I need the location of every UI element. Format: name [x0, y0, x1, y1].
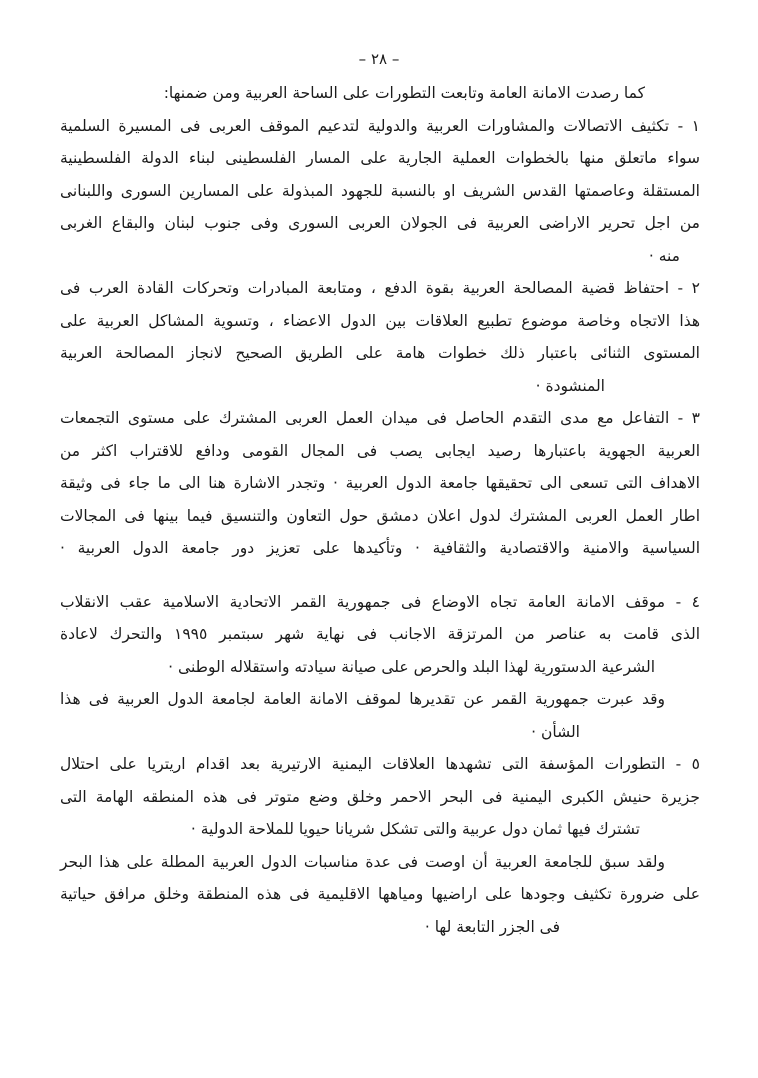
- item-2-final-fragment: المنشودة ·: [535, 376, 605, 395]
- item-5-line-3: تشترك فيها ثمان دول عربية والتى تشكل شريانا حيويا للملاحة الدولية ·: [190, 820, 640, 838]
- item-4-line-2: الذى قامت به عناصر من المرتزقة الاجانب فى نهاية شهر سبتمبر ١٩٩٥ والتحرك لاعادة: [60, 625, 700, 643]
- item-1-line-1: ١ - تكثيف الاتصالات والمشاورات العربية والدولية لتدعيم الموقف العربى فى المسيرة السلمية: [60, 116, 700, 135]
- item-3-line-4: اطار العمل العربى المشترك لدول اعلان دمشق حول التعاون والتنسيق فيما بينها فى المجالات: [60, 506, 700, 525]
- item-1-line-4: من اجل تحرير الاراضى العربية فى الجولان العربى السورى وفى جنوب لبنان والبقاع الغربى: [60, 214, 700, 232]
- item-5-para-2-line-2: على ضرورة تكثيف وجودها على اراضيها ومياهها الاقليمية فى هذه المنطقة وخلق مرافق حياتية: [60, 885, 700, 903]
- item-4-para-2-line-1: وقد عبرت جمهورية القمر عن تقديرها لموقف الامانة العامة لجامعة الدول العربية فى هذا: [60, 690, 665, 708]
- item-3-line-3: الاهداف التى تسعى الى تحقيقها جامعة الدول العربية · وتجدر الاشارة هنا الى ما جاء فى وثيقة: [60, 474, 700, 492]
- item-5-final-fragment: فى الجزر التابعة لها ·: [424, 917, 560, 936]
- page-number: – ٢٨ –: [358, 50, 400, 68]
- item-5-para-2-line-1: ولقد سبق للجامعة العربية أن اوصت فى عدة مناسبات الدول العربية المطلة على هذا البحر: [60, 852, 665, 871]
- document-body: [0, 77, 758, 943]
- item-3-line-2: العربية الجهوية باعتبارها رصيد ايجابى يصب فى المجال القومى ودافع للاقتراب اكثر من: [60, 441, 700, 460]
- item-4-line-1: ٤ - موقف الامانة العامة تجاه الاوضاع فى جمهورية القمر الاتحادية الاسلامية عقب الانقلاب: [60, 592, 700, 611]
- item-2-line-1: ٢ - احتفاظ قضية المصالحة العربية بقوة الدفع ، ومتابعة المبادرات وتحركات القادة العرب فى: [60, 279, 700, 297]
- item-3-line-5: السياسية والامنية والاقتصادية والثقافية · وتأكيدها على تعزيز دور جامعة الدول العربية ·: [60, 539, 700, 557]
- item-2-line-3: المستوى الثنائى باعتبار ذلك خطوات هامة على الطريق الصحيح لانجاز المصالحة العربية: [60, 344, 700, 362]
- item-1-final-fragment: منه ·: [648, 246, 680, 265]
- item-4-final-fragment: الشأن ·: [531, 722, 580, 741]
- item-1-line-3: المستقلة وعاصمتها القدس الشريف او بالنسبة للجهود المبذولة على المسارين السورى واللبنانى: [60, 181, 700, 200]
- item-3-line-1: ٣ - التفاعل مع مدى التقدم الحاصل فى ميدان العمل العربى المشترك على مستوى التجمعات: [60, 409, 700, 427]
- item-2-line-2: هذا الاتجاه وخاصة موضوع تطبيع العلاقات بين الدول الاعضاء ، وتسوية المشاكل العربية على: [60, 311, 700, 330]
- intro-line: كما رصدت الامانة العامة وتابعت التطورات على الساحة العربية ومن ضمنها:: [163, 84, 645, 102]
- item-5-line-2: جزيرة حنيش الكبرى اليمنية فى البحر الاحمر وخلق وضع متوتر فى هذه المنطقه الهامة التى: [60, 787, 700, 806]
- item-5-line-1: ٥ - التطورات المؤسفة التى تشهدها العلاقات اليمنية الارتيرية بعد اقدام اريتريا على احتلال: [60, 755, 700, 773]
- item-1-line-2: سواء ماتعلق منها بالخطوات العملية الجارية على المسار الفلسطينى لبناء الدولة الفلسطينية: [60, 149, 700, 167]
- item-4-line-3: الشرعية الدستورية لهذا البلد والحرص على صيانة سيادته واستقلاله الوطنى ·: [168, 657, 655, 676]
